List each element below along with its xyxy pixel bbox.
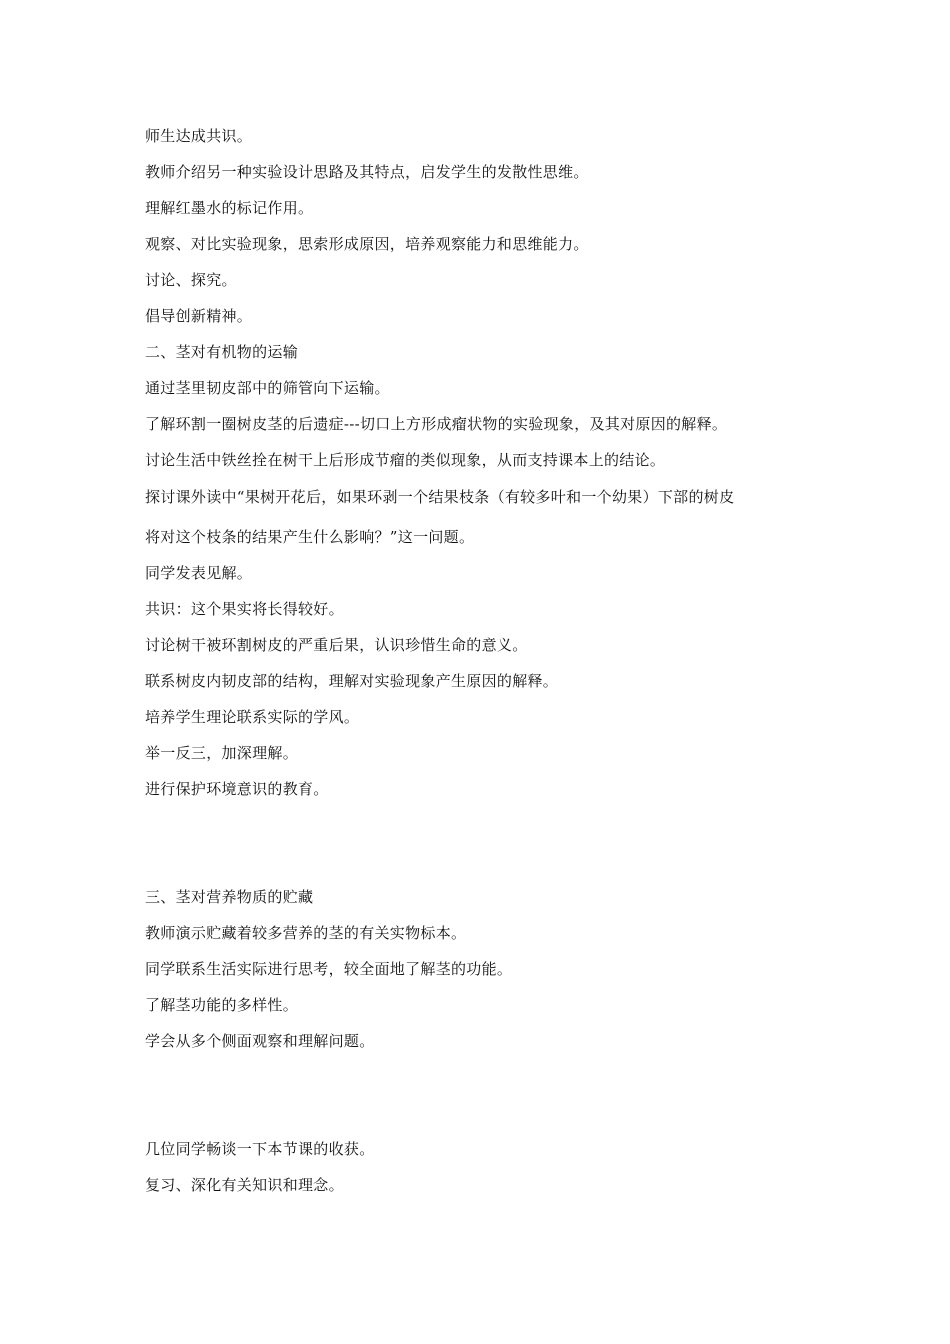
text-line: 讨论、探究。 [145, 271, 237, 289]
text-line: 复习、深化有关知识和理念。 [145, 1176, 344, 1194]
section-heading: 三、茎对营养物质的贮藏 [145, 888, 314, 906]
text-line: 师生达成共识。 [145, 127, 253, 145]
text-line: 将对这个枝条的结果产生什么影响？”这一问题。 [145, 528, 475, 546]
text-line: 同学发表见解。 [145, 564, 253, 582]
text-line: 联系树皮内韧皮部的结构，理解对实验现象产生原因的解释。 [145, 672, 559, 690]
text-line: 几位同学畅谈一下本节课的收获。 [145, 1140, 375, 1158]
text-line: 倡导创新精神。 [145, 307, 253, 325]
text-line: 进行保护环境意识的教育。 [145, 780, 329, 798]
text-line: 讨论树干被环割树皮的严重后果，认识珍惜生命的意义。 [145, 636, 528, 654]
text-line: 教师演示贮藏着较多营养的茎的有关实物标本。 [145, 924, 467, 942]
text-line: 了解环割一圈树皮茎的后遗症---切口上方形成瘤状物的实验现象，及其对原因的解释。 [145, 415, 728, 433]
section-heading: 二、茎对有机物的运输 [145, 343, 299, 361]
text-line: 了解茎功能的多样性。 [145, 996, 299, 1014]
text-line: 理解红墨水的标记作用。 [145, 199, 314, 217]
text-line: 通过茎里韧皮部中的筛管向下运输。 [145, 379, 390, 397]
text-line: 探讨课外读中“果树开花后，如果环剥一个结果枝条（有较多叶和一个幼果）下部的树皮 [145, 488, 735, 506]
text-line: 讨论生活中铁丝拴在树干上后形成节瘤的类似现象，从而支持课本上的结论。 [145, 451, 666, 469]
text-line: 教师介绍另一种实验设计思路及其特点，启发学生的发散性思维。 [145, 163, 589, 181]
text-line: 举一反三，加深理解。 [145, 744, 299, 762]
text-line: 共识：这个果实将长得较好。 [145, 600, 344, 618]
text-line: 培养学生理论联系实际的学风。 [145, 708, 360, 726]
text-line: 观察、对比实验现象，思索形成原因，培养观察能力和思维能力。 [145, 235, 589, 253]
text-line: 学会从多个侧面观察和理解问题。 [145, 1032, 375, 1050]
text-line: 同学联系生活实际进行思考，较全面地了解茎的功能。 [145, 960, 513, 978]
